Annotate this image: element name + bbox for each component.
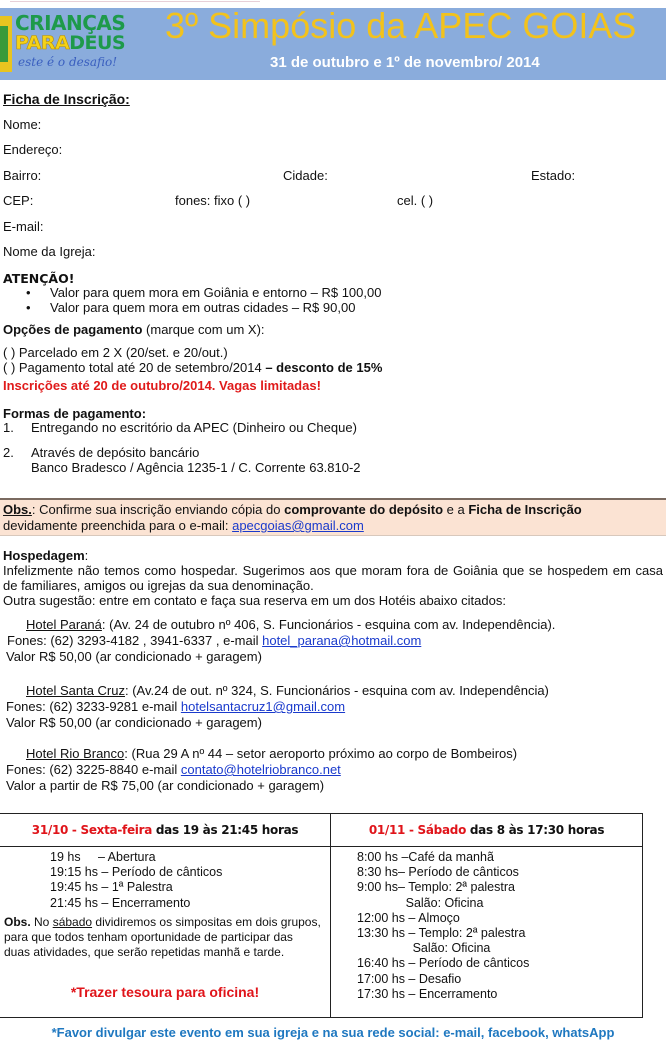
- field-email[interactable]: E-mail:: [3, 219, 44, 234]
- friday-obs: Obs. No sábado dividiremos os simpositas em dois grupos, para que todos tenham oportunidade de participar das duas atividades, que serão repetidas manhã e tarde.: [4, 915, 321, 959]
- price-item: • Valor para quem mora em Goiânia e entorno – R$ 100,00: [26, 285, 382, 300]
- payment-options-title: Opções de pagamento (marque com um X):: [3, 322, 265, 337]
- hotel-name: Hotel Rio Branco: [26, 746, 125, 761]
- schedule-item: 8:30 hs– Período de cânticos: [357, 865, 519, 880]
- hospedagem-title: Hospedagem: [3, 548, 85, 563]
- schedule-item: 9:00 hs– Templo: 2ª palestra: [357, 880, 515, 895]
- schedule-item: 21:45 hs – Encerramento: [50, 895, 191, 910]
- hotel-name: Hotel Paraná: [26, 617, 102, 632]
- schedule-item: 19 hs – Abertura: [50, 850, 156, 864]
- hotel-rio-branco: Hotel Rio Branco: (Rua 29 A nº 44 – setor aeroporto próximo ao corpo de Bombeiros) Fones: (62) 3225-8840 e-mail contato@hotelriobranco.net Valor a partir de R$ 75,00 (ar condicionado + garagem): [6, 746, 518, 793]
- footer-note: *Favor divulgar este evento em sua igreja e na sua rede social: e-mail, facebook, whatsApp: [51, 1025, 615, 1040]
- schedule-item: 16:40 hs – Período de cânticos: [357, 956, 530, 971]
- schedule-table: [0, 813, 666, 1018]
- logo-line1: CRIANÇAS: [15, 11, 126, 35]
- form-title: Ficha de Inscrição:: [3, 91, 130, 107]
- bank-details: Banco Bradesco / Agência 1235-1 / C. Corrente 63.810-2: [31, 460, 361, 475]
- field-cep[interactable]: CEP:: [3, 193, 34, 208]
- event-dates: 31 de outubro e 1º de novembro/ 2014: [270, 54, 540, 71]
- logo-para: PARA: [15, 32, 70, 54]
- deadline-notice: Inscrições até 20 de outubro/2014. Vagas limitadas!: [3, 378, 321, 393]
- atencao-title: ATENÇÃO!: [3, 271, 75, 286]
- scissors-note: *Trazer tesoura para oficina!: [70, 984, 260, 1000]
- logo-flag-icon: [0, 16, 12, 72]
- hotel-email-link[interactable]: hotelsantacruz1@gmail.com: [180, 699, 346, 714]
- hotel-parana: Hotel Paraná: (Av. 24 de outubro nº 406, S. Funcionários - esquina com av. Independência). Fones: (62) 3293-4182 , 3941-6337 , e-mail hotel_parana@hotmail.com Valor R$ 50,00 (ar condicionado + garagem): [6, 617, 556, 664]
- schedule-saturday: [330, 813, 643, 1018]
- field-igreja[interactable]: Nome da Igreja:: [3, 244, 96, 259]
- header-banner: [0, 8, 666, 80]
- field-nome[interactable]: Nome:: [3, 117, 42, 132]
- field-cel[interactable]: cel. ( ): [397, 193, 434, 208]
- hospedagem-para: Infelizmente não temos como hospedar. Sugerimos aos que moram fora de Goiânia que se hospedem em casa de familiares, amigos ou igrejas da sua denominação.: [3, 563, 663, 593]
- payment-method-item: 2. Através de depósito bancário: [3, 445, 200, 460]
- divider: [10, 1, 260, 2]
- field-fones[interactable]: fones: fixo ( ): [175, 193, 251, 208]
- field-bairro[interactable]: Bairro:: [3, 168, 42, 183]
- hotel-name: Hotel Santa Cruz: [26, 683, 125, 698]
- field-estado[interactable]: Estado:: [531, 168, 576, 183]
- schedule-item: 19:15 hs – Período de cânticos: [50, 865, 223, 880]
- schedule-item: 19:45 hs – 1ª Palestra: [50, 880, 173, 895]
- field-endereco[interactable]: Endereço:: [3, 142, 63, 157]
- payment-method-item: 1. Entregando no escritório da APEC (Dinheiro ou Cheque): [3, 420, 357, 435]
- logo-line2: [15, 33, 125, 53]
- logo: [0, 10, 130, 78]
- schedule-friday: [0, 813, 331, 1018]
- friday-items: [50, 850, 222, 911]
- payment-methods-title: Formas de pagamento:: [3, 406, 147, 421]
- page-title: 3º Simpósio da APEC GOIAS: [165, 8, 637, 46]
- schedule-item: 8:00 hs –Café da manhã: [357, 850, 494, 864]
- hotel-email-link[interactable]: contato@hotelriobranco.net: [180, 762, 341, 777]
- field-cidade[interactable]: Cidade:: [283, 168, 328, 183]
- obs-box: Obs.: Confirme sua inscrição enviando cópia do comprovante do depósito e a Ficha de Inscrição devidamente preenchida para o e-mail: apecgoias@gmail.com: [0, 498, 666, 536]
- hotel-santa-cruz: Hotel Santa Cruz: (Av.24 de out. nº 324, S. Funcionários - esquina com av. Independência) Fones: (62) 3233-9281 e-mail hotelsantacruz1@gmail.com Valor R$ 50,00 (ar condicionado + garagem): [6, 683, 549, 730]
- hospedagem-section: Hospedagem: Infelizmente não temos como hospedar. Sugerimos aos que moram fora de Goiânia que se hospedem em casa de familiares, amigos ou igrejas da sua denominação. Outra sugestão: entre em contato e faça sua reserva em um dos Hotéis abaixo citados:: [3, 548, 663, 608]
- schedule-item: 17:30 hs – Encerramento: [357, 986, 498, 1001]
- schedule-item: Salão: Oficina: [357, 895, 484, 910]
- schedule-item: 12:00 hs – Almoço: [357, 910, 460, 925]
- schedule-item: 13:30 hs – Templo: 2ª palestra: [357, 925, 526, 940]
- saturday-header: 01/11 - Sábado das 8 às 17:30 horas: [331, 814, 642, 847]
- hospedagem-para: Outra sugestão: entre em contato e faça sua reserva em um dos Hotéis abaixo citados:: [3, 593, 506, 608]
- hotel-email-link[interactable]: hotel_parana@hotmail.com: [262, 633, 422, 648]
- friday-header: 31/10 - Sexta-feira das 19 às 21:45 horas: [0, 814, 330, 847]
- logo-tagline: este é o desafio!: [18, 55, 118, 69]
- price-item: • Valor para quem mora em outras cidades – R$ 90,00: [26, 300, 356, 315]
- schedule-item: 17:00 hs – Desafio: [357, 971, 462, 986]
- schedule-item: Salão: Oficina: [357, 941, 491, 956]
- payment-option-full[interactable]: ( ) Pagamento total até 20 de setembro/2014 – desconto de 15%: [3, 360, 383, 375]
- top-strip: [0, 0, 666, 8]
- logo-deus: DEUS: [69, 32, 126, 54]
- bullet-icon: •: [26, 285, 31, 300]
- saturday-items: [357, 850, 529, 1002]
- bullet-icon: •: [26, 300, 31, 315]
- payment-option-installments[interactable]: ( ) Parcelado em 2 X (20/set. e 20/out.): [3, 345, 228, 360]
- obs-email-link[interactable]: apecgoias@gmail.com: [232, 518, 364, 533]
